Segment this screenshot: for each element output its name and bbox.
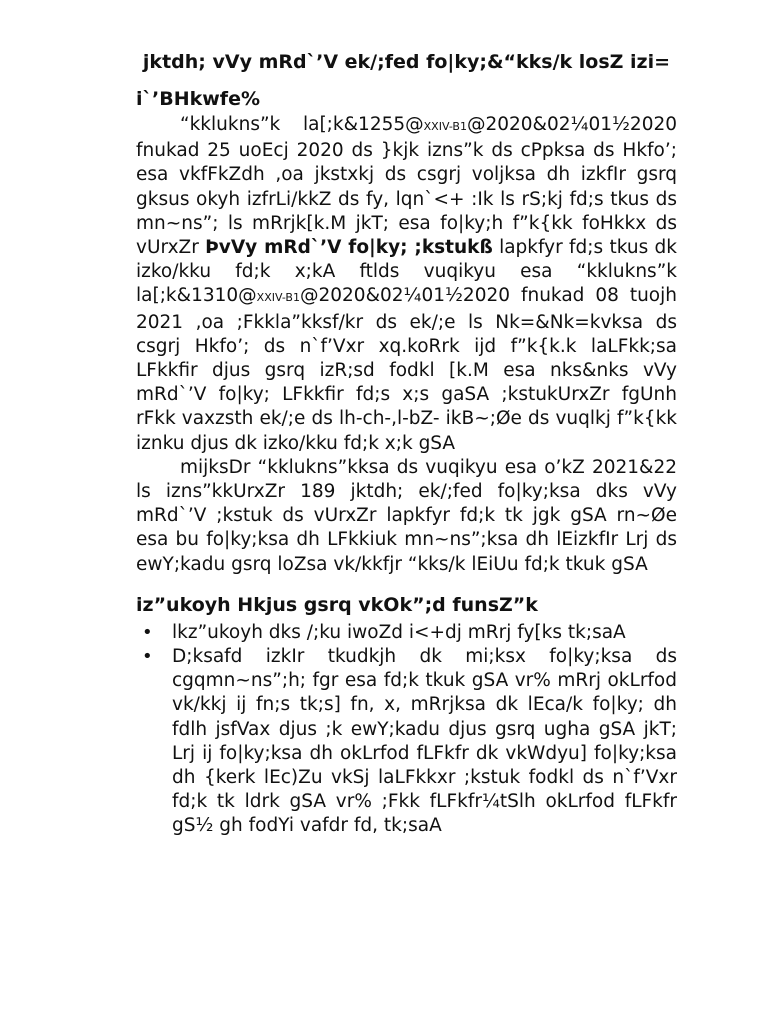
para1-scheme-name: ÞvVy mRd`’V fo|ky; ;kstukß (205, 237, 493, 259)
para1-order-code-2: XXIV-B1 (256, 291, 300, 305)
section-heading-background: i`’BHkwfe% (136, 88, 260, 110)
para1-text-1: “kklukns”k la[;k&1255@ (180, 114, 424, 135)
document-content (136, 50, 677, 839)
para1-text-2: @2020&02¼01½2020 fnukad 25 uoEcj 2020 ds }kjk izns”k ds cPpksa ds Hkfo’; esa vkfFkZdh ,oa jkstxkj ds csgrj voljksa dh izkfIr gsrq gksus okyh izfrLi/kkZ ds fy, lqn`<+ :Ik ls rS;kj fd;s tkus ds mn~ns”; ls mRrjk[k.M jkT; esa fo|ky;h f”k{kk foHkkx ds vUrxZr (136, 114, 677, 259)
document-title: jktdh; vVy mRd`’V ek/;fed fo|ky;&“kks/k losZ izi= (142, 51, 671, 73)
paragraph-background-1 (136, 113, 677, 456)
para1-order-code-1: XXIV-B1 (423, 120, 467, 133)
bullet-icon: • (142, 621, 153, 643)
list-item (142, 645, 677, 839)
instructions-list (136, 621, 677, 839)
bullet-icon: • (142, 646, 153, 668)
list-item-text: D;ksafd izkIr tkudkjh dk mi;ksx fo|ky;ksa ds cgqmn~ns”;h; fgr esa fd;k tkuk gSA vr% mRrj okLrfod vk/kkj ij fn;s tk;s] fn, x, mRrjksa dk lEca/k fo|ky; dh fdlh jsfVax djus ;k ewY;kadu djus gsrq ugha gSA jkT; Lrj ij fo|ky;ksa dh okLrfod fLFkfr dk vkWdyu] fo|ky;ksa dh {kerk lEc)Zu vkSj laLFkkxr ;kstuk fodkl ds n`f’Vxr fd;k tk ldrk gSA vr% ;Fkk fLFkfr¼tSlh okLrfod fLFkfr gS½ gh fodYi vafdr fd, tk;saA (172, 646, 677, 837)
list-item-text: lkz”ukoyh dks /;ku iwoZd i<+dj mRrj fy[ks tk;saA (172, 621, 626, 643)
section-heading-instructions: iz”ukoyh Hkjus gsrq vkOk”;d funsZ”k (136, 593, 538, 616)
list-item (142, 621, 677, 645)
para1-text-3: lapkfyr fd;s tkus dk izko/kku fd;k x;kA ftlds vuqikyu esa “kklukns”k la[;k&1310@ (136, 237, 677, 307)
para1-text-4: @2020&02¼01½2020 fnukad 08 tuojh 2021 ,oa ;Fkkla”kksf/kr ds ek/;e ls Nk=&Nk=kvksa ds csgrj Hkfo’; ds n`f’Vxr xq.koRrk ijd f”k{k.k laLFkk;sa LFkkfir djus gsrq izR;sd fodkl [k.M esa nks&nks vVy mRd`’V fo|ky; LFkkfir fd;s x;s gaSA ;kstukUrxZr fgUnh rFkk vaxzsth ek/;e ds lh-ch-,l-bZ- ikB~;Øe ds vuqlkj f”k{kk iznku djus dk izko/kku fd;k x;k gSA (136, 285, 677, 454)
paragraph-background-2: mijksDr “kklukns”kksa ds vuqikyu esa o’kZ 2021&22 ls izns”kkUrxZr 189 jktdh; ek/;fed fo|ky;ksa dks vVy mRd`’V ;kstuk ds vUrxZr lapkfyr fd;k tk jgk gSA rn~Øe esa bu fo|ky;ksa dh LFkkiuk mn~ns”;ksa dh lEizkfIr Lrj ds ewY;kadu gsrq loZsa vk/kkfjr “kks/k lEiUu fd;k tkuk gSA (136, 456, 677, 575)
